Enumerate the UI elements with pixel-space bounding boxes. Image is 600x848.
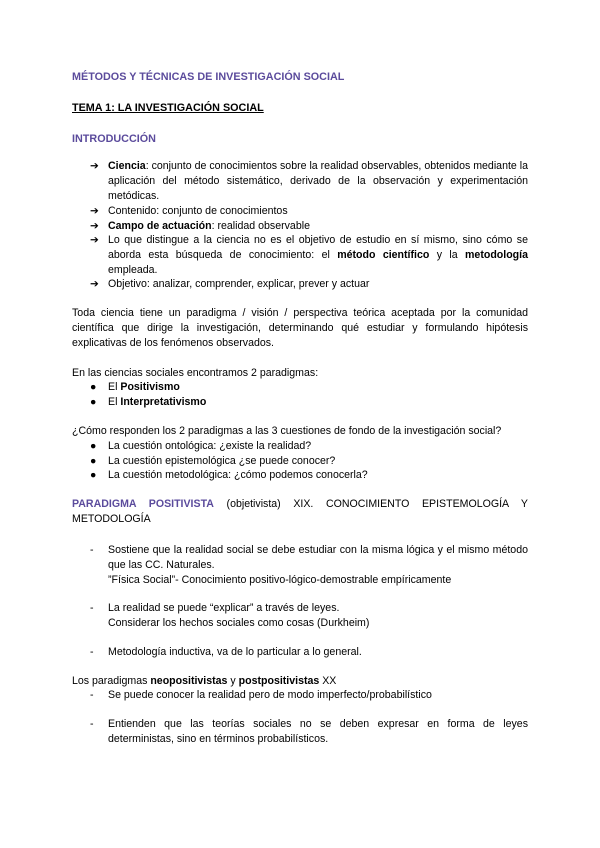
durkheim-text: Considerar los hechos sociales como cosas (Durkheim) [108, 617, 370, 629]
fisica-social-text: ”Física Social”- Conocimiento positivo-lógico-demostrable empíricamente [108, 574, 452, 586]
intro-heading: INTRODUCCIÓN [72, 133, 156, 145]
positivismo-prefix: El [108, 381, 121, 393]
term-neopositivistas: neopositivistas [150, 675, 228, 687]
ontologica-text: La cuestión ontológica: ¿existe la realidad? [108, 440, 312, 452]
paradigma-paragraph: Toda ciencia tiene un paradigma / visión / perspectiva teórica aceptada por la comunidad científica que dirige la investigación, determinando qué estudiar y formulando hipótesis explicativas de los fenómenos observados. [72, 307, 528, 349]
term-interpretativismo: Interpretativismo [120, 396, 207, 408]
inductiva-text: Metodología inductiva, va de lo particular a lo general. [108, 646, 362, 658]
dash-marker: - [90, 602, 94, 614]
explicar-text: La realidad se puede “explicar” a través de leyes. [108, 602, 340, 614]
arrow-item-ciencia [90, 159, 528, 205]
bullet-icon: ● [90, 455, 97, 467]
arrow-icon: ➔ [90, 220, 99, 232]
probabilisticos-text: Entienden que las teorías sociales no se deben expresar en forma de leyes deterministas, sino en términos probabilísticos. [108, 718, 528, 745]
term-metodologia: metodología [465, 249, 528, 261]
arrow-icon: ➔ [90, 160, 99, 172]
positivista-heading [72, 497, 528, 527]
ciencia-definition: : conjunto de conocimientos sobre la realidad observables, obtenidos mediante la aplicación del método sistemático, derivado de la observación y experimentación metódicas. [108, 160, 528, 202]
bullet-icon: ● [90, 381, 97, 393]
arrow-icon: ➔ [90, 234, 99, 246]
pregunta-paragraph: ¿Cómo responden los 2 paradigmas a las 3 cuestiones de fondo de la investigación social? [72, 425, 502, 437]
dash-marker: - [90, 646, 94, 658]
bullet-icon: ● [90, 469, 97, 481]
term-positivismo: Positivismo [120, 381, 180, 393]
dash-marker: - [90, 689, 94, 701]
epistemologica-text: La cuestión epistemológica ¿se puede conocer? [108, 455, 336, 467]
dash-marker: - [90, 544, 94, 556]
distingue-text-c: empleada. [108, 264, 158, 276]
ciencias-paragraph: En las ciencias sociales encontramos 2 paradigmas: [72, 367, 319, 379]
term-campo: Campo de actuación [108, 220, 212, 232]
imperfecto-text: Se puede conocer la realidad pero de modo imperfecto/probabilístico [108, 689, 432, 701]
term-ciencia: Ciencia [108, 160, 146, 172]
tema-heading: TEMA 1: LA INVESTIGACIÓN SOCIAL [72, 102, 264, 114]
arrow-icon: ➔ [90, 205, 99, 217]
campo-text: : realidad observable [211, 220, 310, 232]
positivista-subtitle: (objetivista) XIX. CONOCIMIENTO EPISTEMOLOGÍA Y METODOLOGÍA [72, 498, 528, 525]
dash-marker: - [90, 718, 94, 730]
metodologica-text: La cuestión metodológica: ¿cómo podemos conocerla? [108, 469, 368, 481]
term-metodo-cientifico: método científico [337, 249, 430, 261]
objetivo-text: Objetivo: analizar, comprender, explicar, prever y actuar [108, 278, 370, 290]
sostiene-text: Sostiene que la realidad social se debe estudiar con la misma lógica y el mismo método que las CC. Naturales. [108, 544, 528, 571]
bullet-icon: ● [90, 396, 97, 408]
positivista-title: PARADIGMA POSITIVISTA [72, 498, 214, 510]
term-postpositivistas: postpositivistas [238, 675, 320, 687]
neo-paragraph [72, 674, 528, 689]
neo-suffix: XX [319, 675, 337, 687]
neo-prefix: Los paradigmas [72, 675, 151, 687]
distingue-text-a: Lo que distingue a la ciencia no es el objetivo de estudio en sí mismo, sino cómo se aborda esta búsqueda de conocimiento: el [108, 234, 528, 261]
document-title: MÉTODOS Y TÉCNICAS DE INVESTIGACIÓN SOCIAL [72, 71, 345, 83]
distingue-text-b: y la [429, 249, 466, 261]
contenido-text: Contenido: conjunto de conocimientos [108, 205, 288, 217]
interpretativismo-prefix: El [108, 396, 121, 408]
bullet-icon: ● [90, 440, 97, 452]
neo-mid: y [227, 675, 239, 687]
arrow-icon: ➔ [90, 278, 99, 290]
